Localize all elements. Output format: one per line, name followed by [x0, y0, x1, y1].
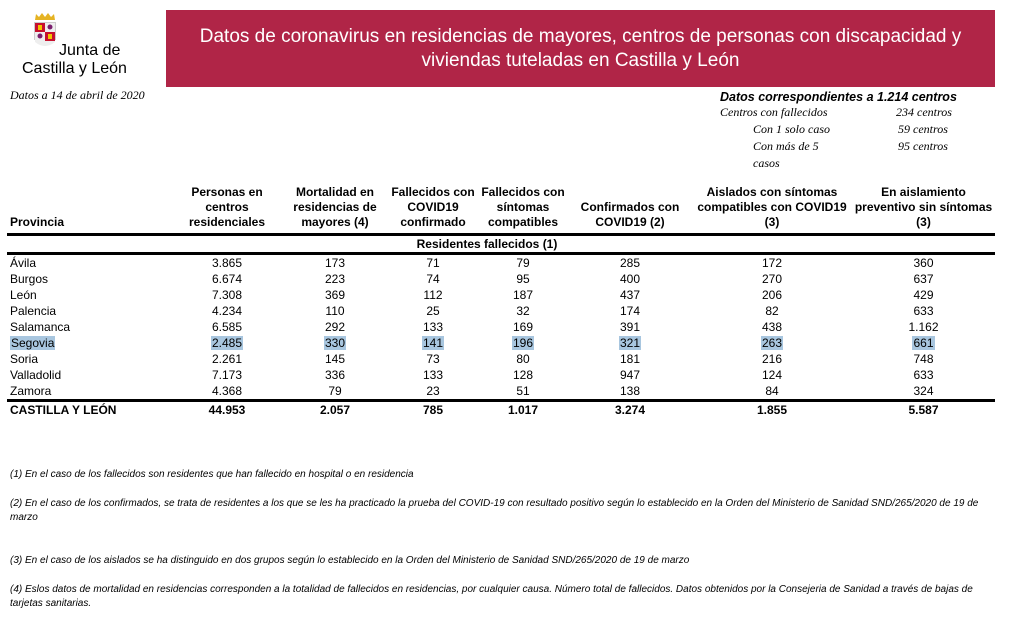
cell-value: 437 — [619, 288, 641, 302]
summary-row — [720, 104, 1010, 121]
table-row — [7, 287, 995, 303]
cell-value: 84 — [765, 384, 779, 398]
cell-value: 263 — [761, 336, 783, 350]
province-cell — [7, 287, 172, 303]
value-cell — [852, 383, 995, 401]
cell-value: 2.485 — [211, 336, 243, 350]
page-title: Datos de coronavirus en residencias de mayores, centros de personas con discapacidad y viviendas tuteladas en Castilla y León — [199, 25, 962, 71]
value-cell — [568, 351, 692, 367]
cell-value: 124 — [761, 368, 783, 382]
value-cell — [172, 351, 282, 367]
value-cell — [388, 351, 478, 367]
cell-value: 292 — [324, 320, 346, 334]
value-cell — [478, 351, 568, 367]
value-cell — [282, 335, 388, 351]
cell-value: 82 — [765, 304, 779, 318]
province-name: Soria — [10, 352, 39, 366]
cell-value: 637 — [913, 272, 934, 286]
table-row — [7, 319, 995, 335]
cell-value: 7.308 — [211, 288, 243, 302]
value-cell — [388, 367, 478, 383]
value-cell — [692, 335, 852, 351]
cell-value: 400 — [619, 272, 641, 286]
value-cell — [388, 383, 478, 401]
cell-value: 174 — [619, 304, 641, 318]
value-cell — [568, 271, 692, 287]
footnote-3: (3) En el caso de los aislados se ha distinguido en dos grupos según lo establecido en la Orden del Ministerio de Sanidad SND/265/2020 de 19 de marzo — [10, 555, 690, 566]
value-cell — [692, 271, 852, 287]
table-row — [7, 367, 995, 383]
summary-row — [720, 138, 1010, 155]
cell-value: 321 — [619, 336, 641, 350]
total-value: 1.017 — [478, 401, 568, 419]
table-row — [7, 303, 995, 319]
cell-value: 633 — [913, 368, 934, 382]
value-cell — [478, 335, 568, 351]
cell-value: 330 — [324, 336, 346, 350]
value-cell — [282, 351, 388, 367]
table-row — [7, 254, 995, 272]
value-cell — [568, 254, 692, 272]
cell-value: 133 — [422, 320, 444, 334]
cell-value: 128 — [512, 368, 534, 382]
value-cell — [852, 319, 995, 335]
cell-value: 360 — [913, 256, 934, 270]
province-cell — [7, 383, 172, 401]
province-name: Segovia — [11, 336, 55, 350]
value-cell — [282, 319, 388, 335]
province-cell — [7, 303, 172, 319]
value-cell — [852, 367, 995, 383]
summary-label: Centros con fallecidos — [720, 105, 828, 119]
value-cell — [478, 287, 568, 303]
cell-value: 4.368 — [211, 384, 243, 398]
province-name: Palencia — [10, 304, 57, 318]
cell-value: 216 — [761, 352, 783, 366]
column-header: Fallecidos con síntomas compatibles — [478, 185, 568, 235]
value-cell — [852, 303, 995, 319]
value-cell — [282, 383, 388, 401]
cell-value: 661 — [913, 336, 934, 350]
total-value: 5.587 — [852, 401, 995, 419]
total-value: 2.057 — [282, 401, 388, 419]
title-banner — [166, 10, 995, 87]
value-cell — [568, 335, 692, 351]
value-cell — [388, 303, 478, 319]
value-cell — [692, 351, 852, 367]
cell-value: 324 — [913, 384, 934, 398]
cell-value: 438 — [761, 320, 783, 334]
cell-value: 79 — [328, 384, 342, 398]
total-row — [7, 401, 995, 419]
value-cell — [478, 303, 568, 319]
value-cell — [852, 335, 995, 351]
value-cell — [388, 271, 478, 287]
value-cell — [388, 319, 478, 335]
table-row — [7, 271, 995, 287]
column-header: Provincia — [7, 185, 172, 235]
summary-label: Con más de 5 — [753, 139, 819, 153]
value-cell — [568, 319, 692, 335]
cell-value: 23 — [426, 384, 440, 398]
value-cell — [852, 351, 995, 367]
cell-value: 138 — [619, 384, 641, 398]
value-cell — [852, 287, 995, 303]
junta-logo — [22, 8, 152, 80]
value-cell — [568, 383, 692, 401]
cell-value: 6.585 — [211, 320, 243, 334]
province-name: Salamanca — [10, 320, 71, 334]
value-cell — [282, 254, 388, 272]
value-cell — [568, 367, 692, 383]
column-header: En aislamiento preventivo sin síntomas (3) — [852, 185, 995, 235]
value-cell — [478, 367, 568, 383]
cell-value: 74 — [426, 272, 440, 286]
summary-value: 95 centros — [898, 139, 948, 153]
centers-summary — [720, 90, 1010, 170]
total-value: 3.274 — [568, 401, 692, 419]
footnote-4: (4) Eslos datos de mortalidad en residencias corresponden a la totalidad de fallecidos en residencias, por cualquier causa. Número total de fallecidos. Datos obtenidos por la Consejeria de Sanidad a través de bajas de tarjetas sanitarias. — [10, 584, 973, 609]
province-name: Zamora — [10, 384, 52, 398]
table-row — [7, 335, 995, 351]
summary-value: 59 centros — [898, 122, 948, 136]
summary-row — [720, 121, 1010, 138]
province-cell — [7, 254, 172, 272]
province-name: León — [10, 288, 37, 302]
cell-value: 181 — [619, 352, 641, 366]
value-cell — [282, 271, 388, 287]
cell-value: 369 — [324, 288, 346, 302]
value-cell — [852, 254, 995, 272]
value-cell — [478, 254, 568, 272]
value-cell — [568, 287, 692, 303]
cell-value: 79 — [516, 256, 530, 270]
column-header: Confirmados con COVID19 (2) — [568, 185, 692, 235]
column-header: Fallecidos con COVID19 confirmado — [388, 185, 478, 235]
cell-value: 6.674 — [211, 272, 243, 286]
cell-value: 32 — [516, 304, 530, 318]
value-cell — [172, 319, 282, 335]
cell-value: 25 — [426, 304, 440, 318]
value-cell — [172, 254, 282, 272]
subheader-row — [7, 235, 995, 254]
value-cell — [172, 287, 282, 303]
cell-value: 1.162 — [908, 320, 939, 334]
cell-value: 80 — [516, 352, 530, 366]
value-cell — [692, 367, 852, 383]
value-cell — [172, 335, 282, 351]
cell-value: 141 — [422, 336, 444, 350]
cell-value: 3.865 — [211, 256, 243, 270]
value-cell — [388, 287, 478, 303]
logo-text-line2: Castilla y León — [22, 60, 127, 77]
province-cell — [7, 319, 172, 335]
cell-value: 133 — [422, 368, 444, 382]
province-cell — [7, 367, 172, 383]
table-row — [7, 383, 995, 401]
cell-value: 95 — [516, 272, 530, 286]
cell-value: 748 — [913, 352, 934, 366]
cell-value: 173 — [324, 256, 346, 270]
column-header: Aislados con síntomas compatibles con COVID19 (3) — [692, 185, 852, 235]
province-name: Burgos — [10, 272, 49, 286]
cell-value: 391 — [619, 320, 641, 334]
total-value: 1.855 — [692, 401, 852, 419]
residences-data-table — [7, 185, 995, 418]
total-value: 785 — [388, 401, 478, 419]
cell-value: 71 — [426, 256, 440, 270]
cell-value: 172 — [761, 256, 783, 270]
cell-value: 633 — [913, 304, 934, 318]
footnote-2: (2) En el caso de los confirmados, se trata de residentes a los que se les ha practicado la prueba del COVID-19 con resultado positivo según lo establecido en la Orden del Ministerio de Sanidad SND/265/2020 de 19 de marzo — [10, 498, 979, 523]
cell-value: 7.173 — [211, 368, 243, 382]
crown-icon — [34, 12, 56, 21]
value-cell — [388, 335, 478, 351]
cell-value: 187 — [512, 288, 534, 302]
province-cell — [7, 351, 172, 367]
cell-value: 429 — [913, 288, 934, 302]
column-header: Personas en centros residenciales — [172, 185, 282, 235]
value-cell — [478, 271, 568, 287]
value-cell — [692, 383, 852, 401]
value-cell — [478, 319, 568, 335]
value-cell — [282, 303, 388, 319]
cell-value: 223 — [324, 272, 346, 286]
value-cell — [172, 271, 282, 287]
footnote-1: (1) En el caso de los fallecidos son residentes que han fallecido en hospital o en residencia — [10, 469, 414, 480]
province-name: Ávila — [10, 256, 37, 270]
cell-value: 2.261 — [211, 352, 243, 366]
value-cell — [282, 367, 388, 383]
cell-value: 73 — [426, 352, 440, 366]
province-cell — [7, 271, 172, 287]
cell-value: 110 — [325, 304, 345, 318]
cell-value: 112 — [423, 288, 443, 302]
cell-value: 145 — [324, 352, 346, 366]
logo-text-line1: Junta de — [59, 42, 121, 59]
coat-of-arms-icon — [34, 22, 56, 48]
value-cell — [692, 254, 852, 272]
value-cell — [172, 367, 282, 383]
total-value: 44.953 — [172, 401, 282, 419]
province-name: Valladolid — [10, 368, 62, 382]
summary-value: 234 centros — [896, 105, 952, 119]
value-cell — [282, 287, 388, 303]
value-cell — [568, 303, 692, 319]
summary-heading: Datos correspondientes a 1.214 centros — [720, 90, 957, 104]
value-cell — [388, 254, 478, 272]
summary-label-continuation: casos — [753, 156, 780, 170]
cell-value: 196 — [512, 336, 534, 350]
header-row — [7, 185, 995, 235]
value-cell — [172, 303, 282, 319]
value-cell — [172, 383, 282, 401]
cell-value: 336 — [324, 368, 346, 382]
total-label: CASTILLA Y LEÓN — [7, 401, 172, 419]
value-cell — [478, 383, 568, 401]
report-date: Datos a 14 de abril de 2020 — [10, 88, 145, 102]
value-cell — [692, 319, 852, 335]
cell-value: 51 — [516, 384, 530, 398]
value-cell — [692, 287, 852, 303]
table-row — [7, 351, 995, 367]
cell-value: 947 — [619, 368, 641, 382]
cell-value: 4.234 — [211, 304, 243, 318]
value-cell — [692, 303, 852, 319]
subheader-residentes-fallecidos: Residentes fallecidos (1) — [282, 235, 692, 254]
cell-value: 206 — [761, 288, 783, 302]
province-cell — [7, 335, 172, 351]
column-header: Mortalidad en residencias de mayores (4) — [282, 185, 388, 235]
cell-value: 169 — [512, 320, 534, 334]
cell-value: 285 — [619, 256, 641, 270]
summary-label: Con 1 solo caso — [753, 122, 831, 136]
cell-value: 270 — [761, 272, 783, 286]
value-cell — [852, 271, 995, 287]
